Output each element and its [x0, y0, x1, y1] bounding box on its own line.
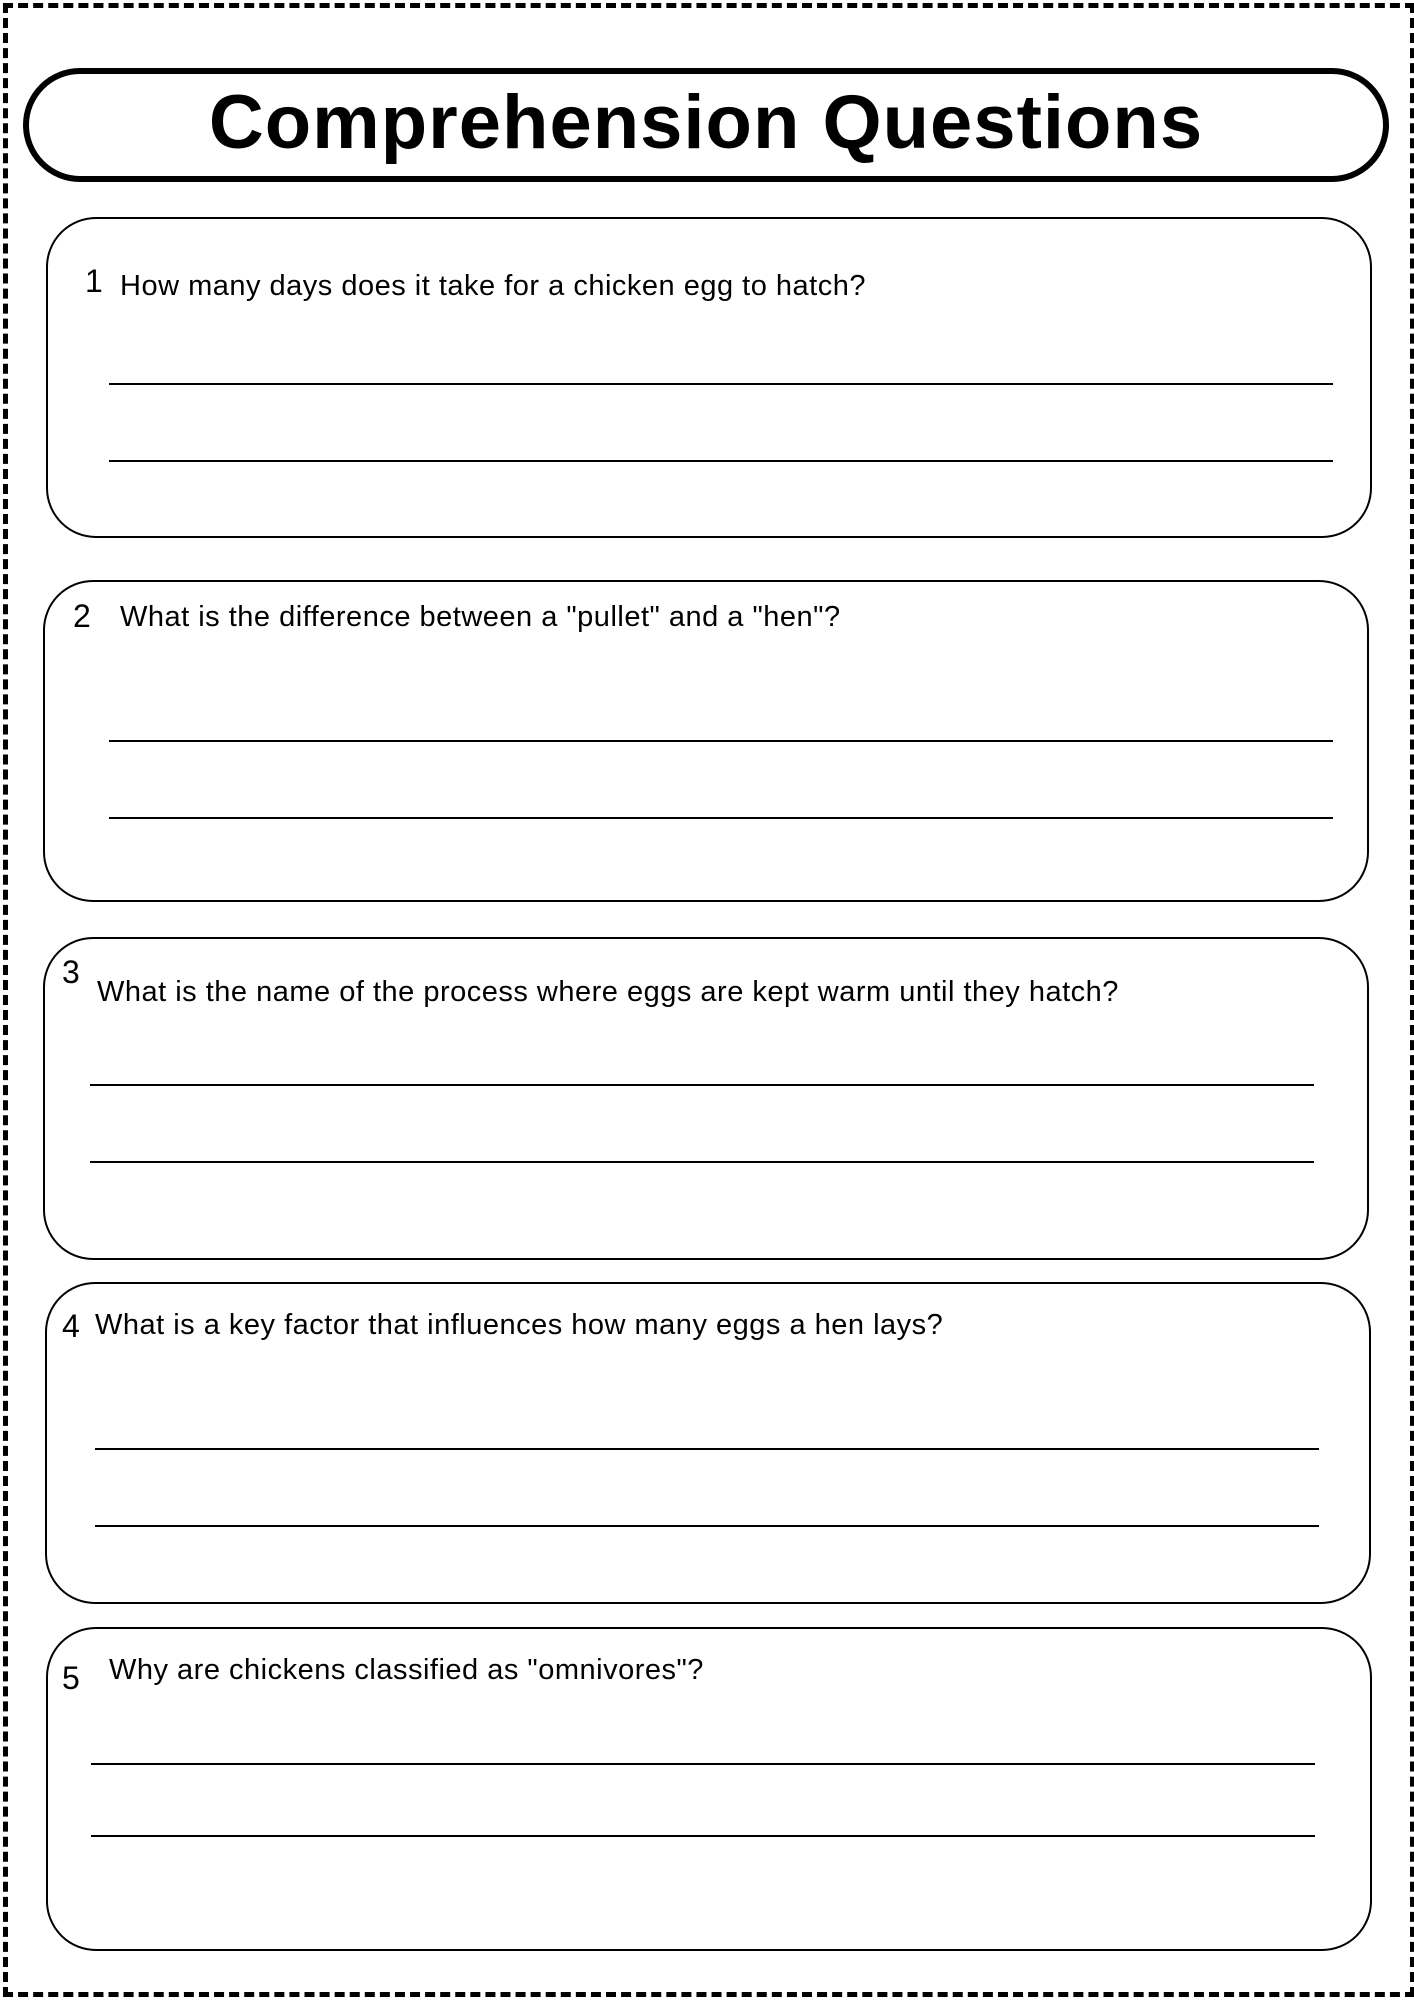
answer-line[interactable] [109, 740, 1333, 742]
question-text: What is a key factor that influences how many eggs a hen lays? [95, 1309, 944, 1341]
answer-line[interactable] [91, 1763, 1315, 1765]
question-number: 4 [62, 1308, 80, 1344]
question-card-3 [43, 937, 1369, 1260]
question-card-5 [46, 1627, 1372, 1951]
title-banner [23, 68, 1389, 182]
question-text: How many days does it take for a chicken egg to hatch? [120, 270, 866, 302]
question-text: What is the difference between a "pullet" and a "hen"? [120, 601, 841, 633]
page-title: Comprehension Questions [208, 80, 1204, 165]
question-card-4 [45, 1282, 1371, 1604]
question-card-1 [46, 217, 1372, 538]
question-number: 3 [62, 954, 80, 990]
answer-line[interactable] [109, 817, 1333, 819]
question-number: 5 [62, 1660, 80, 1696]
question-number: 1 [85, 263, 103, 299]
question-text: Why are chickens classified as "omnivores"? [109, 1654, 704, 1686]
answer-line[interactable] [95, 1525, 1319, 1527]
answer-line[interactable] [109, 383, 1333, 385]
answer-line[interactable] [109, 460, 1333, 462]
answer-line[interactable] [95, 1448, 1319, 1450]
answer-line[interactable] [90, 1161, 1314, 1163]
answer-line[interactable] [90, 1084, 1314, 1086]
question-text: What is the name of the process where eggs are kept warm until they hatch? [97, 976, 1119, 1008]
question-card-2 [43, 580, 1369, 902]
question-number: 2 [73, 598, 91, 634]
answer-line[interactable] [91, 1835, 1315, 1837]
